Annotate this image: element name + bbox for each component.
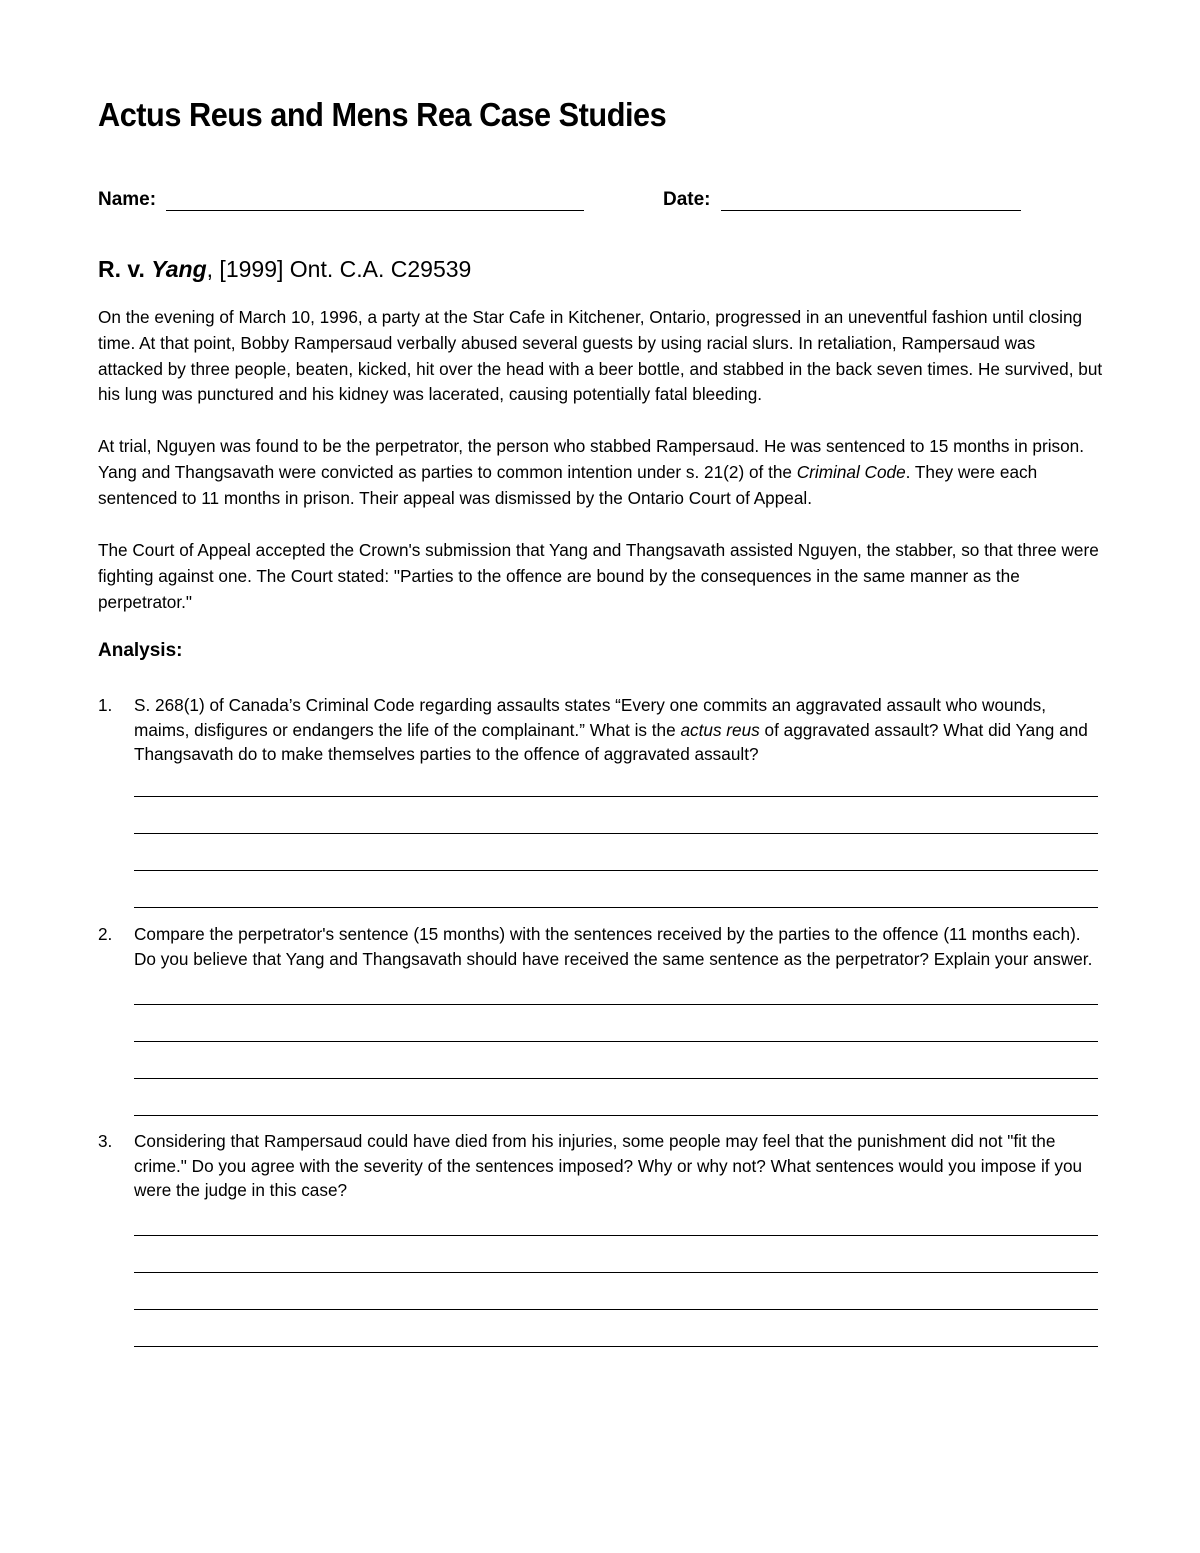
- analysis-heading: Analysis:: [98, 640, 183, 661]
- criminal-code-italic: Criminal Code: [796, 461, 906, 482]
- answer-line-q2-4[interactable]: [134, 1115, 1098, 1116]
- name-label: Name:: [98, 189, 157, 210]
- answer-line-q1-3[interactable]: [134, 870, 1098, 871]
- actus-reus-italic: actus reus: [680, 719, 760, 740]
- answer-line-q1-4[interactable]: [134, 907, 1098, 908]
- answer-line-q3-1[interactable]: [134, 1235, 1098, 1236]
- question-1: [98, 693, 1098, 767]
- case-heading-name: Yang: [151, 256, 207, 282]
- question-3: [98, 1129, 1098, 1203]
- name-field: [98, 185, 584, 211]
- page-title: Actus Reus and Mens Rea Case Studies: [98, 96, 667, 133]
- answer-line-q2-1[interactable]: [134, 1004, 1098, 1005]
- question-number: 2.: [98, 924, 113, 944]
- name-blank-line[interactable]: [166, 190, 584, 211]
- question-text: Compare the perpetrator's sentence (15 months) with the sentences received by the parties to the offence (11 months each). Do you believe that Yang and Thangsavath should have received the same sentence as the perpetrator? Explain your answer.: [134, 924, 1093, 969]
- case-paragraph-appeal: The Court of Appeal accepted the Crown's submission that Yang and Thangsavath assisted Nguyen, the stabber, so that three were fighting against one. The Court stated: "Parties to the offence are bound by the consequences in the same manner as the perpetrator.": [98, 540, 1099, 612]
- answer-line-q3-3[interactable]: [134, 1309, 1098, 1310]
- answer-line-q1-2[interactable]: [134, 833, 1098, 834]
- case-heading-citation: , [1999] Ont. C.A. C29539: [206, 256, 472, 282]
- trial-text-end: . They were each sentenced to 11 months in prison. Their appeal was dismissed by the Ontario Court of Appeal.: [98, 461, 1038, 508]
- answer-line-q2-2[interactable]: [134, 1041, 1098, 1042]
- case-heading: [98, 256, 471, 283]
- answer-line-q1-1[interactable]: [134, 796, 1098, 797]
- question-text: Considering that Rampersaud could have died from his injuries, some people may feel that the punishment did not "fit the crime." Do you agree with the severity of the sentences imposed? Why or why not? What sentences would you impose if you were the judge in this case?: [134, 1131, 1083, 1200]
- case-paragraph-facts: On the evening of March 10, 1996, a party at the Star Cafe in Kitchener, Ontario, progressed in an uneventful fashion until closing time. At that point, Bobby Rampersaud verbally abused several guests by using racial slurs. In retaliation, Rampersaud was attacked by three people, beaten, kicked, hit over the head with a beer bottle, and stabbed in the back seven times. He survived, but his lung was punctured and his kidney was lacerated, causing potentially fatal bleeding.: [98, 307, 1103, 405]
- date-field: [663, 185, 1021, 211]
- question-number: 3.: [98, 1131, 113, 1151]
- question-text: [134, 693, 1098, 767]
- answer-line-q3-2[interactable]: [134, 1272, 1098, 1273]
- question-text-part: of aggravated assault? What did Yang and Thangsavath do to make themselves parties to the offence of aggravated assault?: [134, 719, 1088, 764]
- question-number: 1.: [98, 695, 113, 715]
- case-paragraph-trial: [98, 434, 1103, 511]
- date-label: Date:: [663, 189, 711, 210]
- question-2: [98, 922, 1098, 971]
- case-heading-prefix: R. v.: [98, 256, 152, 282]
- question-text-part: S. 268(1) of Canada’s Criminal Code regarding assaults states “Every one commits an aggravated assault who wounds, maims, disfigures or endangers the life of the complainant.” What is the: [134, 695, 1047, 740]
- answer-line-q2-3[interactable]: [134, 1078, 1098, 1079]
- date-blank-line[interactable]: [721, 190, 1021, 211]
- answer-line-q3-4[interactable]: [134, 1346, 1098, 1347]
- trial-text: At trial, Nguyen was found to be the perpetrator, the person who stabbed Rampersaud. He was sentenced to 15 months in prison. Yang and Thangsavath were convicted as parties to common intention under s. 21(2) of the: [98, 436, 1084, 482]
